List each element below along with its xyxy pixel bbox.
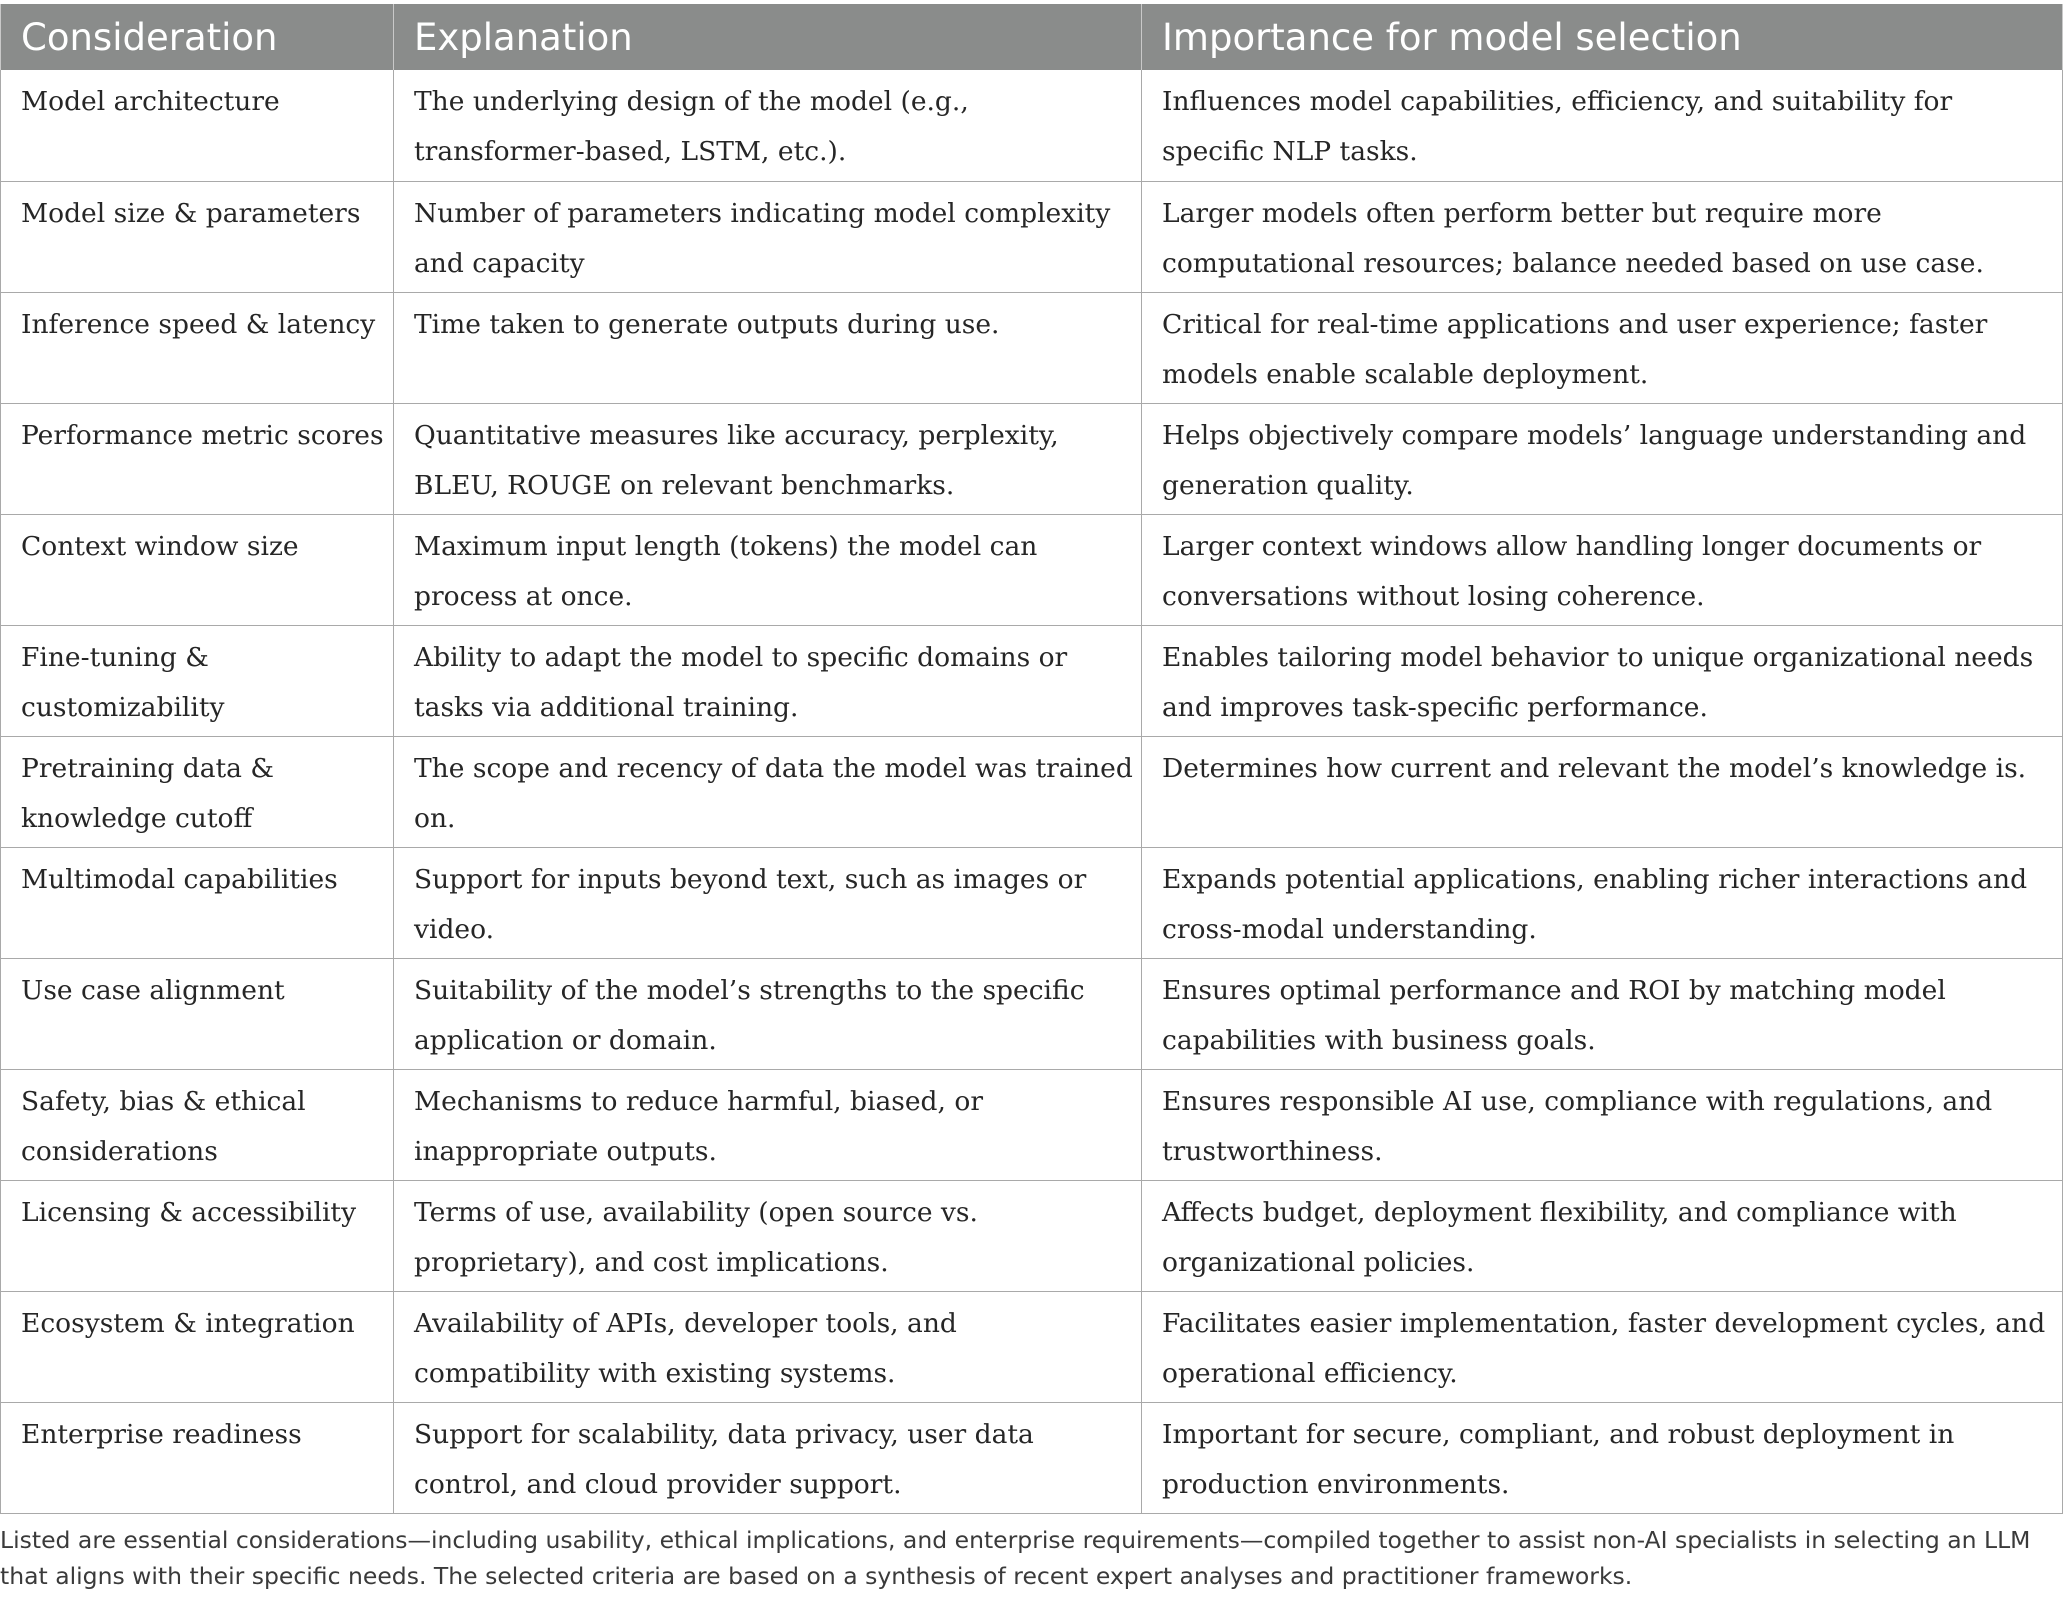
table-row bbox=[1, 403, 2063, 514]
cell-explanation: Suitability of the model’s strengths to the specific application or domain. bbox=[394, 958, 1142, 1069]
cell-consideration: Pretraining data & knowledge cutoff bbox=[1, 736, 394, 847]
table-row bbox=[1, 292, 2063, 403]
cell-consideration: Enterprise readiness bbox=[1, 1402, 394, 1513]
table-row bbox=[1, 70, 2063, 181]
cell-importance: Enables tailoring model behavior to unique organizational needs and improves task-specific performance. bbox=[1142, 625, 2063, 736]
cell-consideration: Multimodal capabilities bbox=[1, 847, 394, 958]
cell-explanation: Maximum input length (tokens) the model can process at once. bbox=[394, 514, 1142, 625]
considerations-table bbox=[0, 4, 2063, 1514]
cell-importance: Expands potential applications, enabling richer interactions and cross-modal understanding. bbox=[1142, 847, 2063, 958]
cell-explanation: Quantitative measures like accuracy, perplexity, BLEU, ROUGE on relevant benchmarks. bbox=[394, 403, 1142, 514]
cell-importance: Important for secure, compliant, and robust deployment in production environments. bbox=[1142, 1402, 2063, 1513]
table-body bbox=[1, 70, 2063, 1513]
cell-consideration: Context window size bbox=[1, 514, 394, 625]
cell-consideration: Model size & parameters bbox=[1, 181, 394, 292]
cell-importance: Facilitates easier implementation, faster development cycles, and operational efficiency. bbox=[1142, 1291, 2063, 1402]
cell-consideration: Ecosystem & integration bbox=[1, 1291, 394, 1402]
table-row bbox=[1, 847, 2063, 958]
table-row bbox=[1, 1402, 2063, 1513]
table-row bbox=[1, 736, 2063, 847]
cell-explanation: Terms of use, availability (open source vs. proprietary), and cost implications. bbox=[394, 1180, 1142, 1291]
cell-importance: Influences model capabilities, efficiency, and suitability for specific NLP tasks. bbox=[1142, 70, 2063, 181]
cell-explanation: Mechanisms to reduce harmful, biased, or inappropriate outputs. bbox=[394, 1069, 1142, 1180]
cell-explanation: Ability to adapt the model to specific domains or tasks via additional training. bbox=[394, 625, 1142, 736]
cell-explanation: Number of parameters indicating model complexity and capacity bbox=[394, 181, 1142, 292]
table-row bbox=[1, 181, 2063, 292]
cell-explanation: Support for scalability, data privacy, user data control, and cloud provider support. bbox=[394, 1402, 1142, 1513]
cell-consideration: Licensing & accessibility bbox=[1, 1180, 394, 1291]
cell-importance: Ensures responsible AI use, compliance with regulations, and trustworthiness. bbox=[1142, 1069, 2063, 1180]
cell-consideration: Safety, bias & ethical considerations bbox=[1, 1069, 394, 1180]
cell-consideration: Use case alignment bbox=[1, 958, 394, 1069]
header-importance: Importance for model selection bbox=[1142, 4, 2063, 70]
table-row bbox=[1, 958, 2063, 1069]
cell-importance: Larger models often perform better but require more computational resources; balance needed based on use case. bbox=[1142, 181, 2063, 292]
cell-consideration: Performance metric scores bbox=[1, 403, 394, 514]
cell-explanation: Support for inputs beyond text, such as images or video. bbox=[394, 847, 1142, 958]
table-row bbox=[1, 1180, 2063, 1291]
table-header bbox=[1, 4, 2063, 70]
table-row bbox=[1, 625, 2063, 736]
table-footnote: Listed are essential considerations—including usability, ethical implications, and enterprise requirements—compiled together to assist non-AI specialists in selecting an LLM that aligns with their specific needs. The selected criteria are based on a synthesis of recent expert analyses and practitioner frameworks. bbox=[0, 1526, 2031, 1590]
cell-consideration: Model architecture bbox=[1, 70, 394, 181]
cell-importance: Affects budget, deployment flexibility, and compliance with organizational policies. bbox=[1142, 1180, 2063, 1291]
table-row bbox=[1, 1291, 2063, 1402]
cell-explanation: Time taken to generate outputs during use. bbox=[394, 292, 1142, 403]
considerations-table-container bbox=[0, 4, 2062, 1514]
cell-consideration: Fine-tuning & customizability bbox=[1, 625, 394, 736]
table-row bbox=[1, 514, 2063, 625]
header-explanation: Explanation bbox=[394, 4, 1142, 70]
cell-explanation: Availability of APIs, developer tools, and compatibility with existing systems. bbox=[394, 1291, 1142, 1402]
table-row bbox=[1, 1069, 2063, 1180]
header-consideration: Consideration bbox=[1, 4, 394, 70]
cell-importance: Ensures optimal performance and ROI by matching model capabilities with business goals. bbox=[1142, 958, 2063, 1069]
cell-importance: Helps objectively compare models’ language understanding and generation quality. bbox=[1142, 403, 2063, 514]
cell-consideration: Inference speed & latency bbox=[1, 292, 394, 403]
cell-importance: Determines how current and relevant the model’s knowledge is. bbox=[1142, 736, 2063, 847]
cell-explanation: The scope and recency of data the model was trained on. bbox=[394, 736, 1142, 847]
cell-importance: Critical for real-time applications and user experience; faster models enable scalable deployment. bbox=[1142, 292, 2063, 403]
cell-importance: Larger context windows allow handling longer documents or conversations without losing coherence. bbox=[1142, 514, 2063, 625]
header-row bbox=[1, 4, 2063, 70]
cell-explanation: The underlying design of the model (e.g., transformer-based, LSTM, etc.). bbox=[394, 70, 1142, 181]
